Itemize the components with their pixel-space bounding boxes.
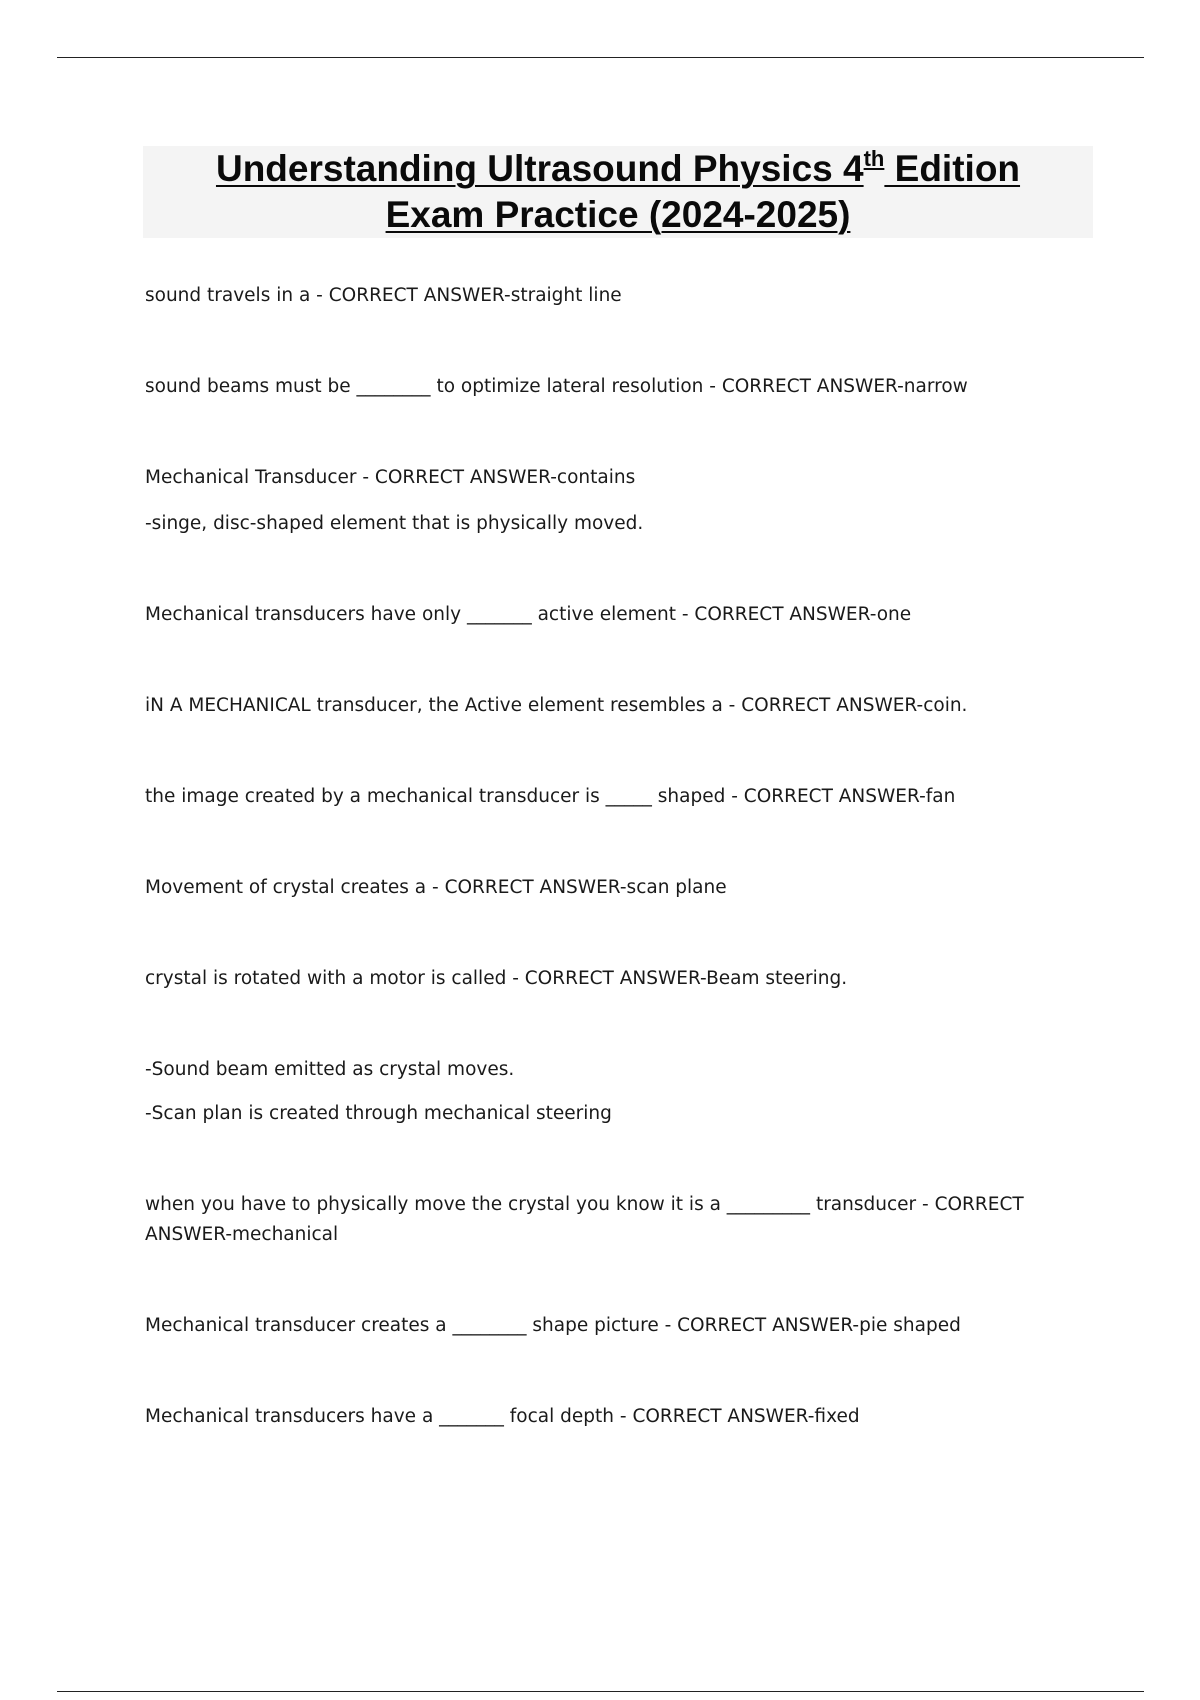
qa-entry-continuation: -singe, disc-shaped element that is physically moved.	[145, 513, 644, 534]
document-title	[143, 146, 1093, 238]
title-line-2: Exam Practice (2024-2025)	[385, 194, 851, 235]
title-line-1: Understanding Ultrasound Physics 4th Edition	[215, 146, 1021, 189]
qa-entry: Mechanical transducer creates a ________ shape picture - CORRECT ANSWER-pie shaped	[145, 1315, 961, 1336]
qa-entry: Mechanical Transducer - CORRECT ANSWER-contains	[145, 467, 636, 488]
qa-entry: Mechanical transducers have a _______ focal depth - CORRECT ANSWER-fixed	[145, 1406, 860, 1427]
top-rule	[57, 57, 1144, 58]
qa-entry: Movement of crystal creates a - CORRECT ANSWER-scan plane	[145, 877, 727, 898]
qa-entry: iN A MECHANICAL transducer, the Active element resembles a - CORRECT ANSWER-coin.	[145, 695, 968, 716]
qa-entry-continuation: ANSWER-mechanical	[145, 1224, 339, 1245]
bottom-rule	[57, 1691, 1144, 1692]
qa-entry: sound beams must be ________ to optimize lateral resolution - CORRECT ANSWER-narrow	[145, 376, 968, 397]
qa-entry: the image created by a mechanical transducer is _____ shaped - CORRECT ANSWER-fan	[145, 786, 956, 807]
qa-entry: Mechanical transducers have only _______ active element - CORRECT ANSWER-one	[145, 604, 912, 625]
qa-entry-continuation: -Scan plan is created through mechanical steering	[145, 1103, 612, 1124]
qa-entry: sound travels in a - CORRECT ANSWER-straight line	[145, 285, 622, 306]
qa-entry: crystal is rotated with a motor is called - CORRECT ANSWER-Beam steering.	[145, 968, 848, 989]
qa-entry: when you have to physically move the crystal you know it is a _________ transducer - CORRECT	[145, 1194, 1024, 1215]
qa-entry: -Sound beam emitted as crystal moves.	[145, 1059, 515, 1080]
